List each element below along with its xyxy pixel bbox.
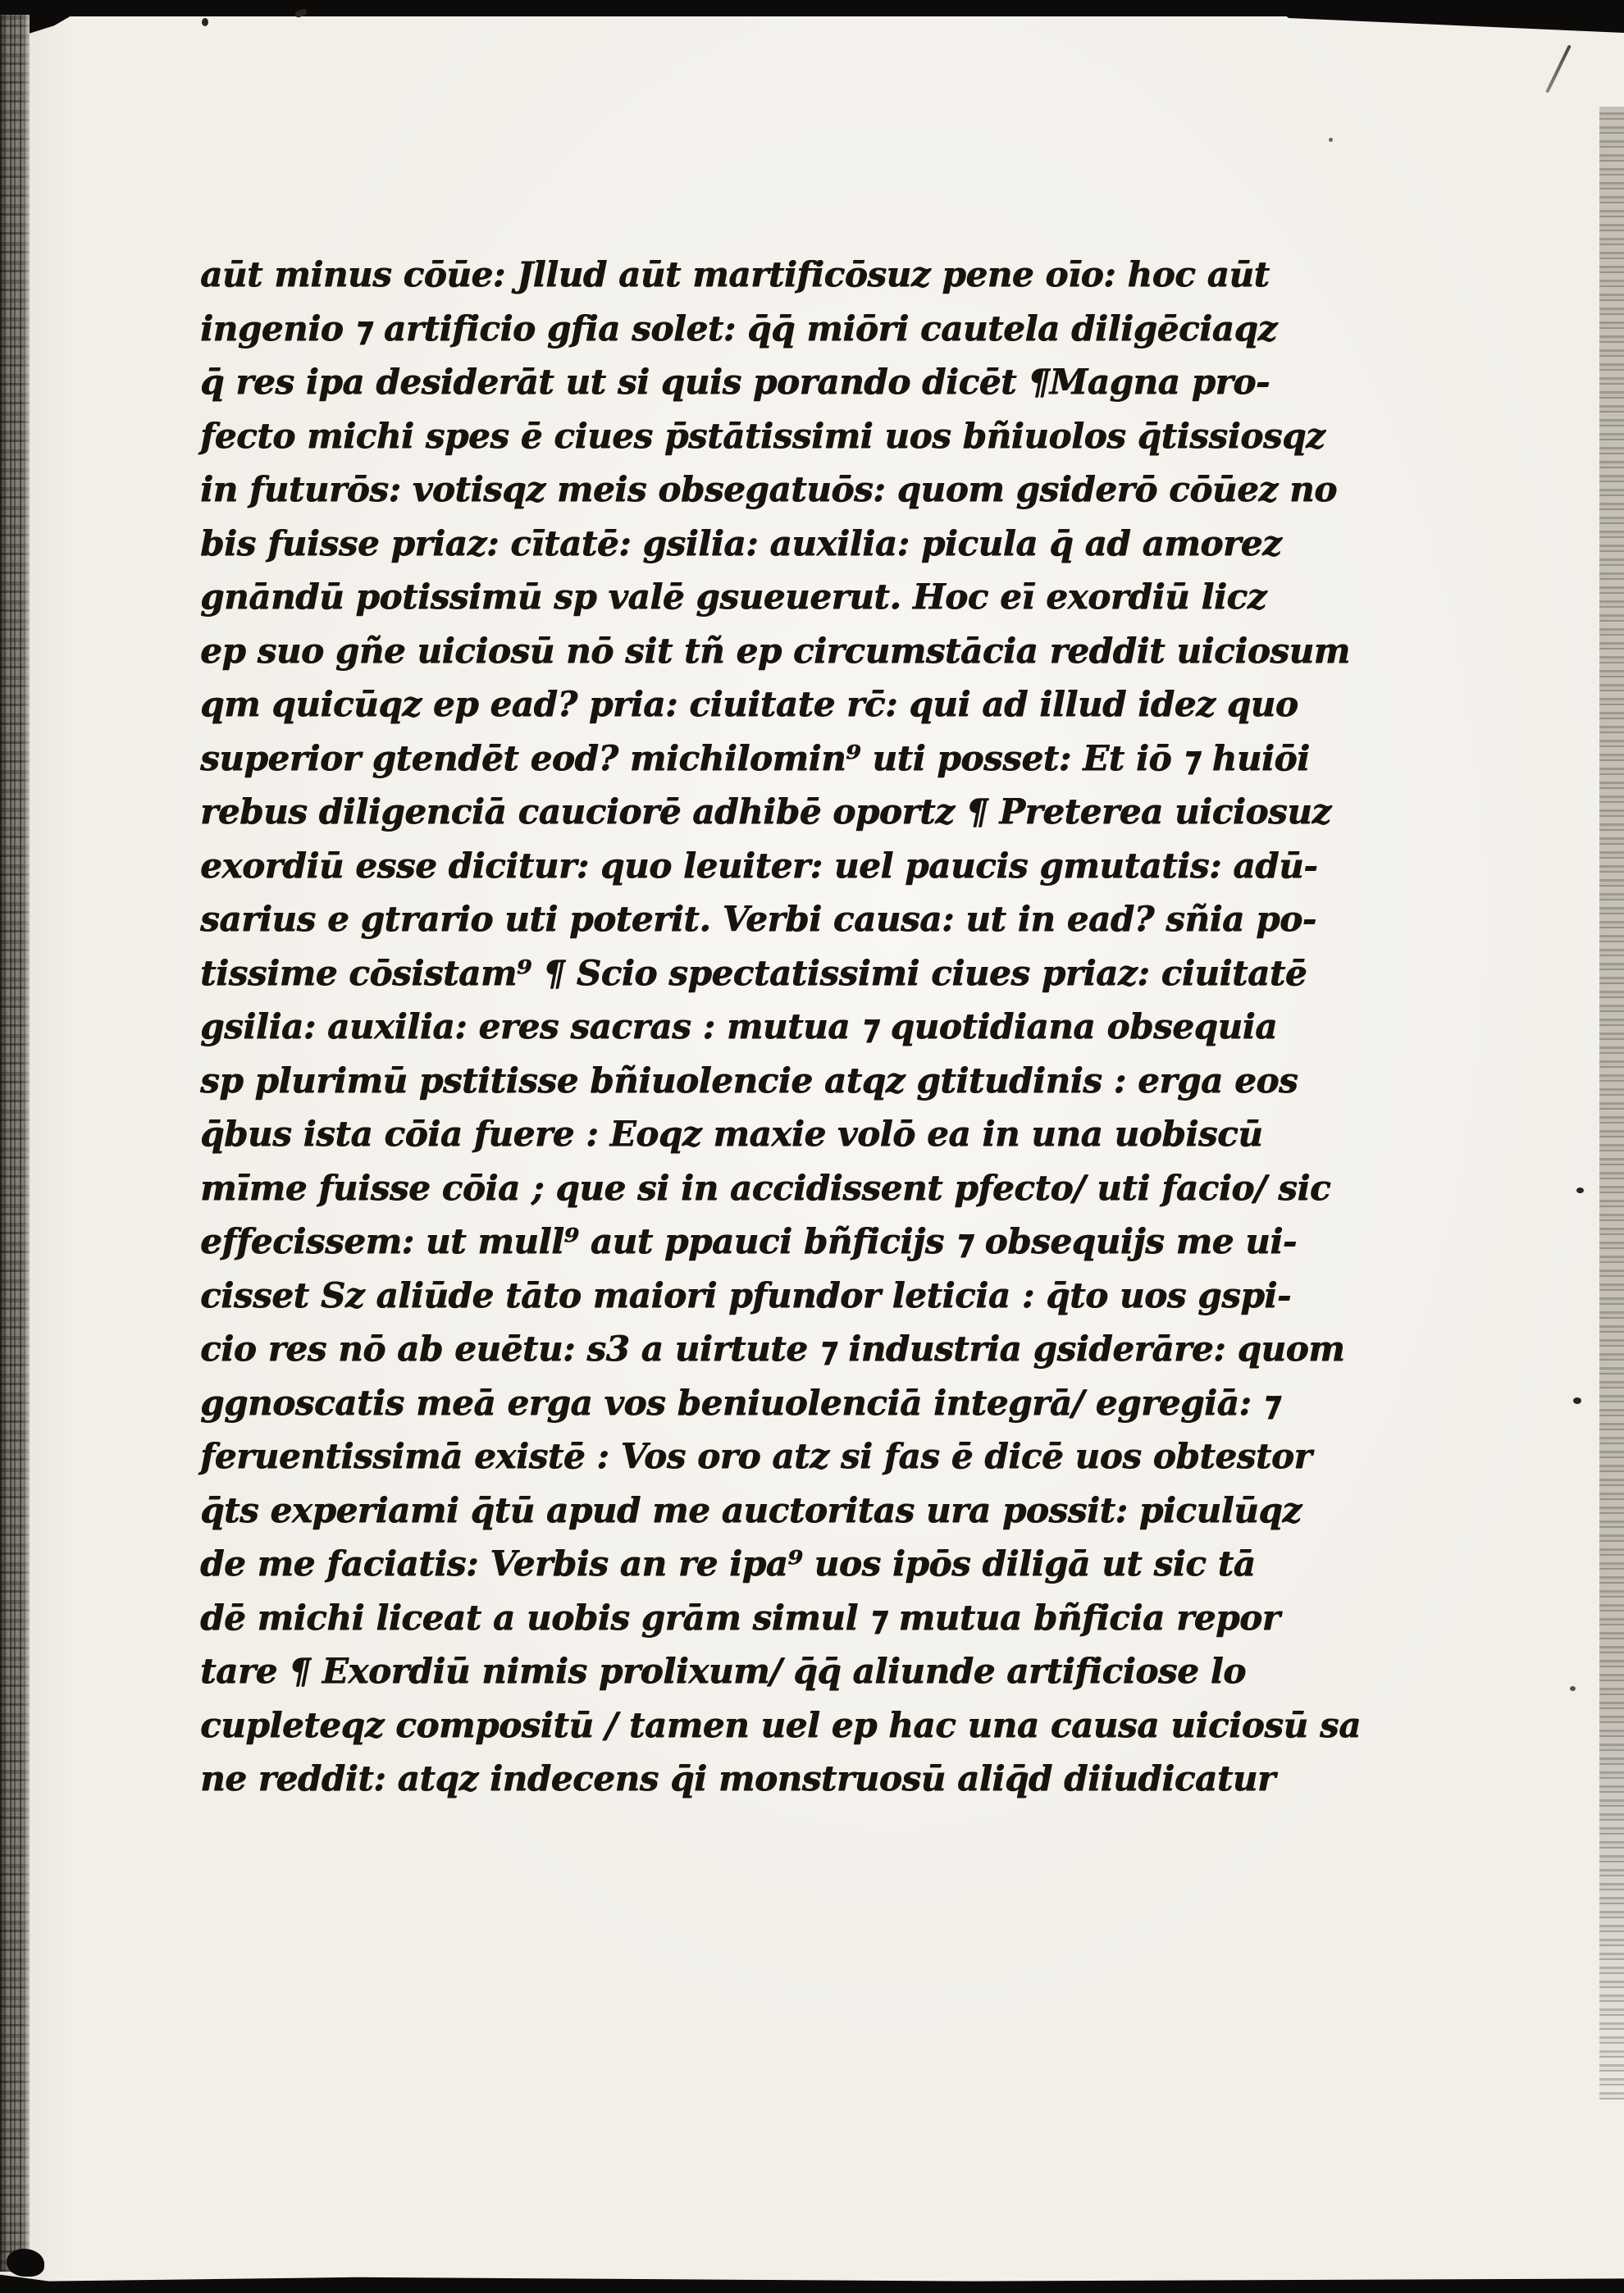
text-line: rebus diligenciā cauciorē adhibē oportz ¶ Preterea uiciosuz [200,791,1331,832]
text-line: tare ¶ Exordiū nimis prolixum/ q̄q̄ aliunde artificiose lo [200,1651,1246,1691]
text-line: gsilia: auxilia: eres sacras : mutua ⁊ quotidiana obsequia [200,1006,1277,1046]
ink-speck [1570,1686,1576,1691]
scan-bottom-blob [7,2249,44,2277]
text-line: superior gtendēt eod? michilomin⁹ uti posset: Et iō ⁊ huiōi [200,737,1310,778]
text-line: qm quicūqz ep ead? pria: ciuitate rc̄: qui ad illud idez quo [200,684,1298,724]
text-block [200,248,1361,1806]
ink-speck [1329,138,1333,142]
text-line: ep suo gñe uiciosū nō sit tñ ep circumstācia reddit uiciosum [200,630,1350,671]
text-line: mīme fuisse cōia ; que si in accidissent pfecto/ uti facio/ sic [200,1167,1331,1208]
book-gutter-shadow [0,15,30,2272]
text-line: cupleteqz compositū / tamen uel ep hac una causa uiciosū sa [200,1704,1361,1745]
text-line: in futurōs: votisqz meis obsegatuōs: quom gsiderō cōūez no [200,469,1337,509]
ink-speck [1573,1397,1581,1404]
text-line: cio res nō ab euētu: s3 a uirtute ⁊ industria gsiderāre: quom [200,1329,1345,1369]
text-line: ingenio ⁊ artificio gfia solet: q̄q̄ miōri cautela diligēciaqz [200,308,1277,349]
text-line: exordiū esse dicitur: quo leuiter: uel paucis gmutatis: adū- [200,845,1318,886]
text-line: tissime cōsistam⁹ ¶ Scio spectatissimi ciues priaz: ciuitatē [200,952,1307,993]
text-line: sp plurimū pstitisse bñiuolencie atqz gtitudinis : erga eos [200,1060,1298,1101]
text-line: effecissem: ut mull⁹ aut ppauci bñficijs ⁊ obsequijs me ui- [200,1221,1297,1261]
text-line: q̄bus ista cōia fuere : Eoqz maxie volō ea in una uobiscū [200,1114,1263,1154]
ink-speck [202,18,208,26]
text-line: feruentissimā existē : Vos oro atz si fas ē dicē uos obtestor [200,1436,1312,1476]
text-line: cisset Sz aliūde tāto maiori pfundor leticia : q̄to uos gspi- [200,1274,1291,1315]
text-line: ne reddit: atqz indecens q̄i monstruosū aliq̄d diiudicatur [200,1758,1275,1798]
text-line: de me faciatis: Verbis an re ipa⁹ uos ipōs diligā ut sic tā [200,1543,1256,1584]
text-line: q̄ts experiami q̄tū apud me auctoritas ura possit: piculūqz [200,1489,1302,1530]
scan-bottom-edge [0,2267,1624,2293]
pen-stroke-mark [1545,44,1572,93]
text-line: ggnoscatis meā erga vos beniuolenciā integrā/ egregiā: ⁊ [200,1382,1280,1423]
text-line: aūt minus cōūe: Jllud aūt martificōsuz pene oīo: hoc aūt [200,254,1270,294]
text-line: dē michi liceat a uobis grām simul ⁊ mutua bñficia repor [200,1597,1280,1638]
text-line: sarius e gtrario uti poterit. Verbi causa: ut in ead? sñia po- [200,899,1316,939]
text-line: gnāndū potissimū sp valē gsueuerut. Hoc eī exordiū licz [200,577,1267,617]
page-fore-edge [1599,107,1624,2099]
ink-speck [1576,1188,1584,1193]
text-line: q̄ res ipa desiderāt ut si quis porando dicēt ¶Magna pro- [200,362,1270,402]
text-line: fecto michi spes ē ciues p̄stātissimi uos bñiuolos q̄tissiosqz [200,415,1325,456]
scan-top-edge-right [1267,0,1624,33]
text-line: bis fuisse priaz: cītatē: gsilia: auxilia: picula q̄ ad amorez [200,522,1282,563]
